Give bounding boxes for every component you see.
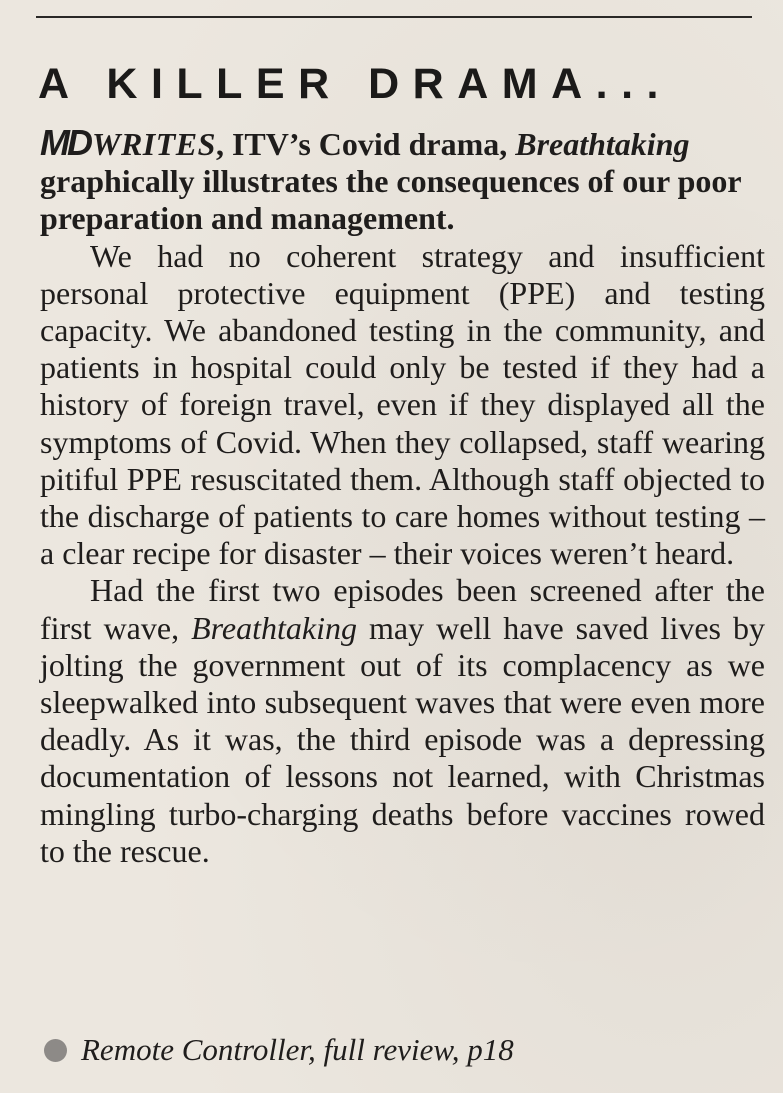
lead-intro: , ITV’s Covid drama, [215,126,516,162]
review-credit [44,1030,514,1070]
paragraph2-show-title: Breathtaking [191,609,357,646]
lead-rest: graphically illustrates the consequences of our poor preparation and management. [40,163,742,237]
credit-text: Remote Controller, full review, p18 [81,1032,514,1067]
md-logo: MD [40,122,90,163]
body-paragraph-2 [40,572,765,870]
paragraph2-after: may well have saved lives by jolting the government out of its complacency as we sleepwalked into subsequent waves that were even more deadly. As it was, the third episode was a depressing documentation of lessons not learned, with Christmas mingling turbo-charging deaths before vaccines rowed to the rescue. [40,609,766,869]
body-paragraph-1: We had no coherent strategy and insufficient personal protective equipment (PPE) and testing capacity. We abandoned testing in the community, and patients in hospital could only be tested if they had a history of foreign travel, even if they displayed all the symptoms of Covid. When they collapsed, staff wearing pitiful PPE resuscitated them. Although staff objected to the discharge of patients to care homes without testing – a clear recipe for disaster – their voices weren’t heard. [40,237,765,572]
bullet-dot-icon [44,1039,67,1062]
article-body [40,124,765,870]
byline-writes: WRITES [92,126,216,162]
lead-show-title: Breathtaking [515,126,690,162]
headline: A KILLER DRAMA... [38,60,672,108]
top-rule [36,16,752,18]
paragraph2-before: Had the first two episodes been screened after the first wave, [40,572,765,646]
lead-paragraph [40,124,765,238]
